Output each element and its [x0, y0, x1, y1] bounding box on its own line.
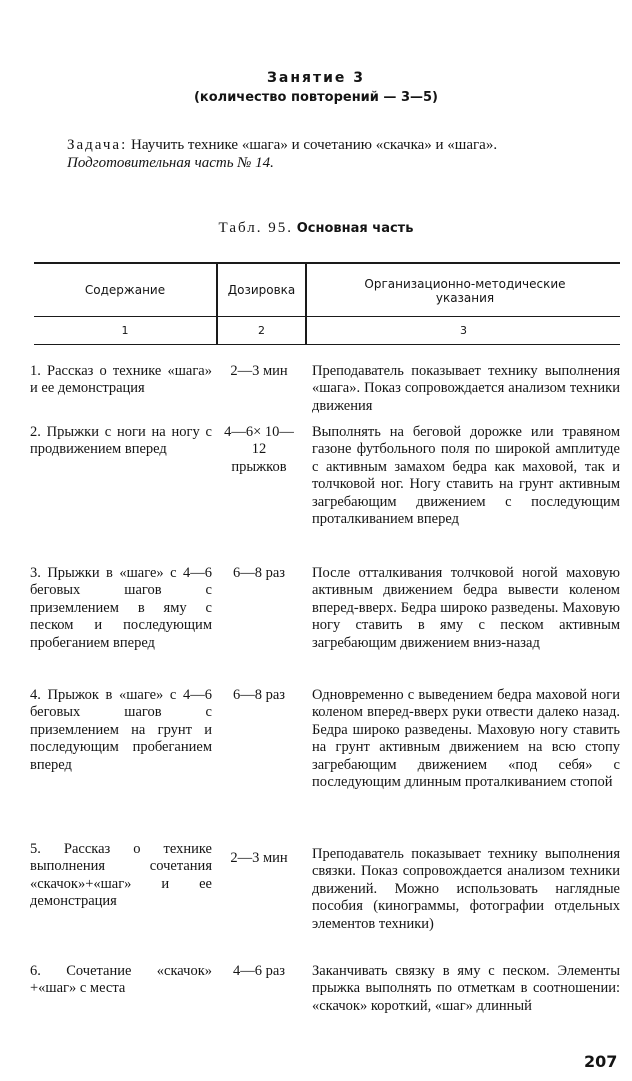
lesson-title: Занятие 3	[266, 70, 366, 86]
row-content: 6. Сочетание «скачок» +«шаг» с места	[30, 963, 212, 997]
row-dosage: 6—8 раз	[232, 565, 286, 581]
preparatory-part: Подготовительная часть № 14.	[67, 155, 274, 171]
row-notes: Преподаватель показывает технику выполнения связки. Показ сопровождается анализом техники движений. Можно использовать наглядные пособия (кинограммы, фотографии отдельных элементов техники)	[312, 846, 620, 932]
task-text: Научить технике «шага» и сочетанию «скачка» и «шага».	[130, 137, 498, 153]
row-dosage: 2—3 мин	[230, 850, 288, 866]
row-content: 4. Прыжок в «шаге» с 4—6 беговых шагов с приземлением на грунт и последующим пробеганием вперед	[30, 687, 212, 773]
table-number-rule	[34, 344, 620, 345]
header-content: Содержание	[84, 283, 166, 297]
header-notes: Организационно-методические указания	[364, 277, 566, 305]
row-notes: Выполнять на беговой дорожке или травяном газоне футбольного поля по широкой амплитуде с активным замахом бедра как маховой, так и толчковой ног. Ногу ставить на грунт активным загребающим движением с последующим проталкиванием вперед	[312, 424, 620, 528]
task-label: Задача:	[67, 137, 128, 153]
row-dosage: 4—6× 10—12 прыжков	[224, 424, 294, 475]
task-paragraph	[67, 136, 627, 172]
row-content: 2. Прыжки с ноги на ногу с продвижением вперед	[30, 424, 212, 458]
row-notes: Преподаватель показывает технику выполнения «шага». Показ сопровождается анализом техники движения	[312, 363, 620, 414]
row-content: 1. Рассказ о технике «шага» и ее демонстрация	[30, 363, 212, 397]
table-header-rule	[34, 316, 620, 317]
row-content: 5. Рассказ о технике выполнения сочетания «скачок»+«шаг» и ее демонстрация	[30, 841, 212, 910]
row-dosage: 4—6 раз	[232, 963, 286, 979]
page-number: 207	[584, 1052, 618, 1071]
row-notes: Заканчивать связку в яму с песком. Элементы прыжка выполнять по отметкам в соотношении: «скачок» короткий, «шаг» длинный	[312, 963, 620, 1014]
row-notes: После отталкивания толчковой ногой маховую активным движением бедра вывести коленом вперед-вверх. Бедра широко разведены. Маховую ногу ставить в яму с песком активным загребающим движением вниз-назад	[312, 565, 620, 651]
column-number-2: 2	[258, 324, 265, 337]
header-dosage: Дозировка	[227, 283, 296, 297]
table-top-rule	[34, 262, 620, 264]
column-number-1: 1	[121, 324, 129, 337]
row-content: 3. Прыжки в «шаге» с 4—6 беговых шагов с приземлением в яму с песком и последующим пробеганием вперед	[30, 565, 212, 651]
table-caption	[0, 220, 632, 237]
table-caption-name: Основная часть	[296, 221, 414, 236]
table-caption-prefix: Табл. 95.	[218, 220, 293, 236]
row-notes: Одновременно с выведением бедра маховой ноги коленом вперед-вверх руки отвести далеко назад. Бедра широко разведены. Маховую ногу ставить на грунт активным движением на всю стопу загребающим движением «под себя» с последующим длинным проталкиванием стопой	[312, 687, 620, 791]
row-dosage: 6—8 раз	[232, 687, 286, 703]
column-number-3: 3	[460, 324, 467, 337]
lesson-subtitle: (количество повторений — 3—5)	[193, 90, 438, 105]
row-dosage: 2—3 мин	[230, 363, 288, 379]
